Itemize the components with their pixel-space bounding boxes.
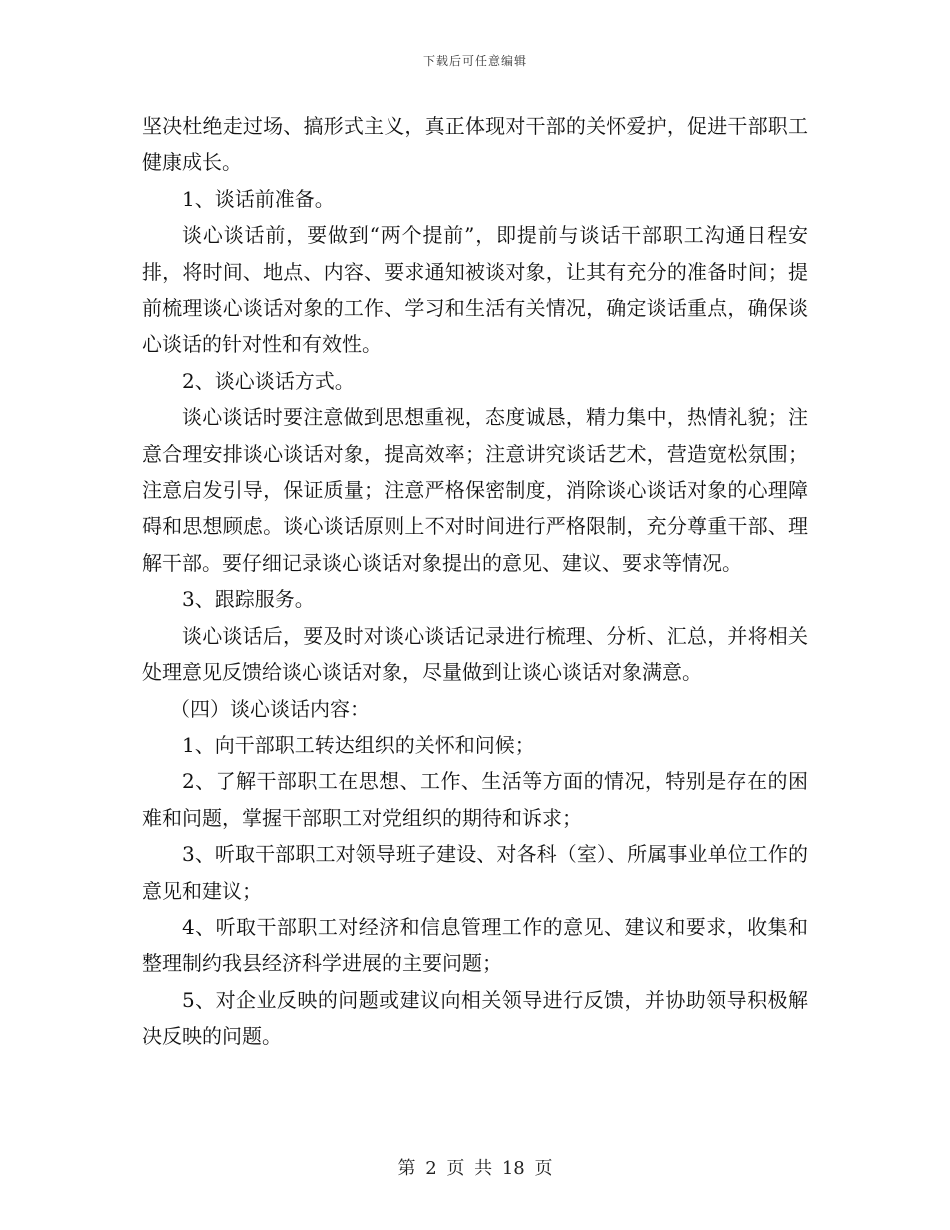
heading-method: 2、谈心谈话方式。	[182, 368, 355, 393]
document-body	[142, 108, 808, 1055]
paragraph-follow-up: 谈心谈话后，要及时对谈心谈话记录进行梳理、分析、汇总，并将相关处理意见反馈给谈心谈话对象，尽量做到让谈心谈话对象满意。	[142, 623, 808, 685]
page-header-note: 下载后可任意编辑	[422, 54, 527, 68]
list-item-2: 2、了解干部职工在思想、工作、生活等方面的情况，特别是存在的困难和问题，掌握干部职工对党组织的期待和诉求；	[142, 769, 808, 830]
list-item-4: 4、听取干部职工对经济和信息管理工作的意见、建议和要求，收集和整理制约我县经济科学进展的主要问题；	[142, 914, 808, 976]
paragraph-preparation: 谈心谈话前，要做到“两个提前”，即提前与谈话干部职工沟通日程安排，将时间、地点、内容、要求通知被谈对象，让其有充分的准备时间；提前梳理谈心谈话对象的工作、学习和生活有关情况，确定谈话重点，确保谈心谈话的针对性和有效性。	[142, 223, 808, 357]
heading-preparation: 1、谈话前准备。	[182, 186, 335, 211]
section-heading-content: （四）谈心谈话内容：	[170, 696, 370, 721]
paragraph-method: 谈心谈话时要注意做到思想重视，态度诚恳，精力集中，热情礼貌；注意合理安排谈心谈话对象，提高效率；注意讲究谈话艺术，营造宽松氛围；注意启发引导，保证质量；注意严格保密制度，消除谈心谈话对象的心理障碍和思想顾虑。谈心谈话原则上不对时间进行严格限制，充分尊重干部、理解干部。要仔细记录谈心谈话对象提出的意见、建议、要求等情况。	[142, 405, 808, 575]
list-item-1: 1、向干部职工转达组织的关怀和问候；	[182, 732, 535, 757]
heading-follow-up: 3、跟踪服务。	[182, 587, 315, 612]
page-number-footer: 第 2 页 共 18 页	[397, 1158, 553, 1179]
paragraph-continuation: 坚决杜绝走过场、搞形式主义，真正体现对干部的关怀爱护，促进干部职工健康成长。	[142, 114, 808, 175]
list-item-5: 5、对企业反映的问题或建议向相关领导进行反馈，并协助领导积极解决反映的问题。	[142, 987, 808, 1049]
list-item-3: 3、听取干部职工对领导班子建设、对各科（室）、所属事业单位工作的意见和建议；	[142, 842, 808, 903]
